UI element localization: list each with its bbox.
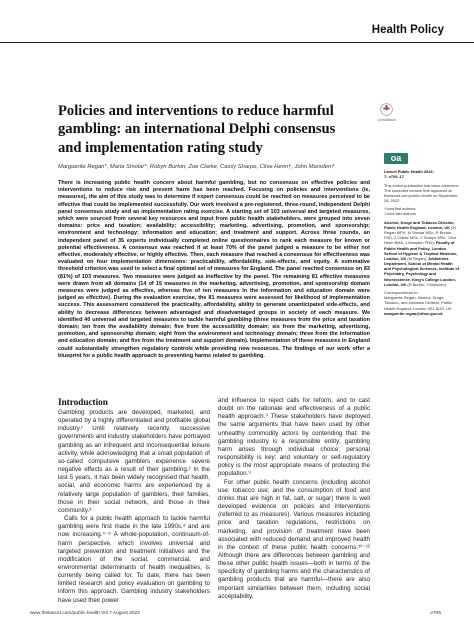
paragraph: For other public health concerns (including alcohol use; tobacco use; and the consumption of food and drinks that are high in fat, salt, or sugar) there is well developed evidence on policies and interventions (referred to as measures). Various measures including price and taxation regulations, restrictions on marketing, and provision of treatment have been associated with reduced demand and improved health in the context of these public health concerns.¹⁰⁻¹² Although there are differences between gambling and these other public health issues—both in terms of the specificity of gambling harms and the characteristics of gambling products that are harmful—there are also important similarities between them, including social acceptability, <box>218 478 370 600</box>
footer-journal[interactable]: www.thelancet.com/public-health Vol 7 August 2022 <box>30 611 140 616</box>
affiliation-1-authors: (M Regan MPH, M Smolar MSc, R Burton PhD, Z Clarke MSc, C Sharpe MSc, Clive Henn BMA, J Marsden PhD); <box>384 224 457 246</box>
crossmark-icon[interactable] <box>380 103 393 116</box>
journal-citation[interactable]: Lancet Public Health 2022; <box>384 169 434 174</box>
article-title: Policies and interventions to reduce harmful gambling: an international Delphi consensus and implementation rating study <box>58 103 336 156</box>
crossmark-label: CrossMark <box>377 118 396 122</box>
correspondence-label: Correspondence to: <box>384 290 419 296</box>
footer-page-number: e705 <box>430 611 441 616</box>
sidebar-notes <box>384 169 460 319</box>
paragraph: Calls for a public health approach to tackle harmful gambling were first made in the late 1990s,⁴ and are now increasing.⁵⁻⁸ A whole-population, continuum-of-harm perspective, which involves universal and targeted prevention and treatment initiatives and the modification of the social, commercial, and environmental determinants of health inequalities, is currently being called for. To date, there has been limited research and policy evaluation on gambling to inform this approach. Gambling industry stakeholders have used their power <box>58 515 210 604</box>
joint-last-note: †Joint last authors <box>384 211 416 217</box>
body-column-right <box>218 397 370 601</box>
body-column-left <box>58 397 210 605</box>
affiliation-3-authors: (R Burton, J Marsden) <box>407 281 447 287</box>
introduction-heading: Introduction <box>58 397 108 407</box>
joint-first-note: *Joint first authors <box>384 206 416 212</box>
abstract: There is increasing public health concern about harmful gambling, but no consensus on effective policies and interventions to reduce risk and prevent harm has been reached. Focusing on policies and interventions (ie, measures), the aim of this study was to determine if expert consensus could be reached on measures perceived to be effective that could be implemented successfully. Our work involved a pre-registered, three-round, independent Delphi panel consensus study and an implementation rating exercise. A starting set of 103 universal and targeted measures, which were sourced from several key resources and input from public health stakeholders, were grouped into seven domains: price and taxation; availability; accessibility; marketing, advertising, promotion, and sponsorship; environment and technology; information and education; and treatment and support. Across three rounds, an independent panel of 35 experts individually completed online questionnaires to rank each measure for known or potential effectiveness. A consensus was reached if at least 70% of the panel judged a measure to be either not effective, moderately effective, or highly effective. Then, each measure that reached a consensus for effectiveness was evaluated on four implementation dimensions: practicability, affordability, side-effects, and equity. A summative threshold criterion was used to select a final optimal set of measures for England. The panel reached consensus on 83 (81%) of 103 measures. Two measures were judged as ineffective by the panel. The remaining 81 effective measures were drawn from all domains (14 of 15 measures in the marketing, advertising, promotion, and sponsorship domain measures were judged as effective, whereas five of ten measures in the information and education domain were judged as effective). During the evaluation exercise, the 81 measures were assessed for likelihood of implementation success. This assessment considered the practicality, affordability, ability to generate unanticipated side-effects, and ability to decrease differences between advantaged and disadvantaged groups in society of each measure. We identified 40 universal and targeted measures to tackle harmful gambling (three measures from the price and taxation domain; ten from the availability domain; five from the accessibility domain; six from the marketing, advertising, promotion, and sponsorship domain; eight from the environment and technology domain; three from the information and education domain; and five from the treatment and support domain). Implementation of these measures in England could substantially strengthen regulatory controls while providing new resources. The findings of our work offer a blueprint for a public health approach to preventing harms related to gambling. <box>58 180 371 359</box>
header-rule <box>0 42 474 43</box>
correction-note: This online publication has been corrected. The corrected version first appeared at thelancet.com/public-health on September 28, 2022 <box>384 182 459 203</box>
affiliation-2: Faculty of Public Health and Policy, London School of Hygiene & Tropical Medicine, London, UK <box>384 240 458 261</box>
section-header: Health Policy <box>371 24 444 36</box>
affiliation-3: Addictions Department, School of Mental Health and Psychological Sciences, Institute of Psychiatry, Psychology and Neuroscience, King's College London, London, UK <box>384 255 460 287</box>
affiliation-1: Alcohol, Drugs and Tobacco Division, Public Health England, London, UK <box>384 219 455 230</box>
correspondence-address: Marguerite Regan, Alcohol, Drugs, Tobacco, and Inclusion Division, Public Health England, London SE1 8UG, UK <box>384 295 452 311</box>
paragraph: and influence to reject calls for reform, and to cast doubt on the rationale and effectiveness of a public health approach.⁹ These stakeholders have deployed the same arguments that have been used by other unhealthy commodity actors by contending that: the gambling industry is a responsible entity; gambling harm arises through individual choice; personal responsibility is key; and voluntary or self-regulatory policy is the most appropriate means of protecting the population.⁹ <box>218 397 370 478</box>
journal-pages: 7: e705–17 <box>384 174 404 180</box>
correspondence-email[interactable]: marguerite.regan@dhsc.gov.uk <box>384 310 443 316</box>
author-list: Marguerite Regan*, Maria Smolar*, Robyn Burton, Zoe Clarke, Cassy Sharpe, Clive Henn†, John Marsden† <box>58 164 335 170</box>
open-access-badge: oa <box>384 153 408 164</box>
affiliation-2-authors: (M Regan); <box>407 255 428 261</box>
paragraph: Gambling products are developed, marketed, and operated by a highly differentiated and profitable global industry.¹ Until relatively recently, successive governments and industry stakeholders have portrayed gambling as an infrequent and inconsequential leisure activity, while acknowledging that a small population of so-called compulsive gamblers experience severe negative effects as a result of their gambling.² In the last 5 years, it has been widely recognised that health, social, and economic harms are experienced by a relatively large population of gamblers, their families, those in their social network, and those in their community.³ <box>58 409 210 514</box>
